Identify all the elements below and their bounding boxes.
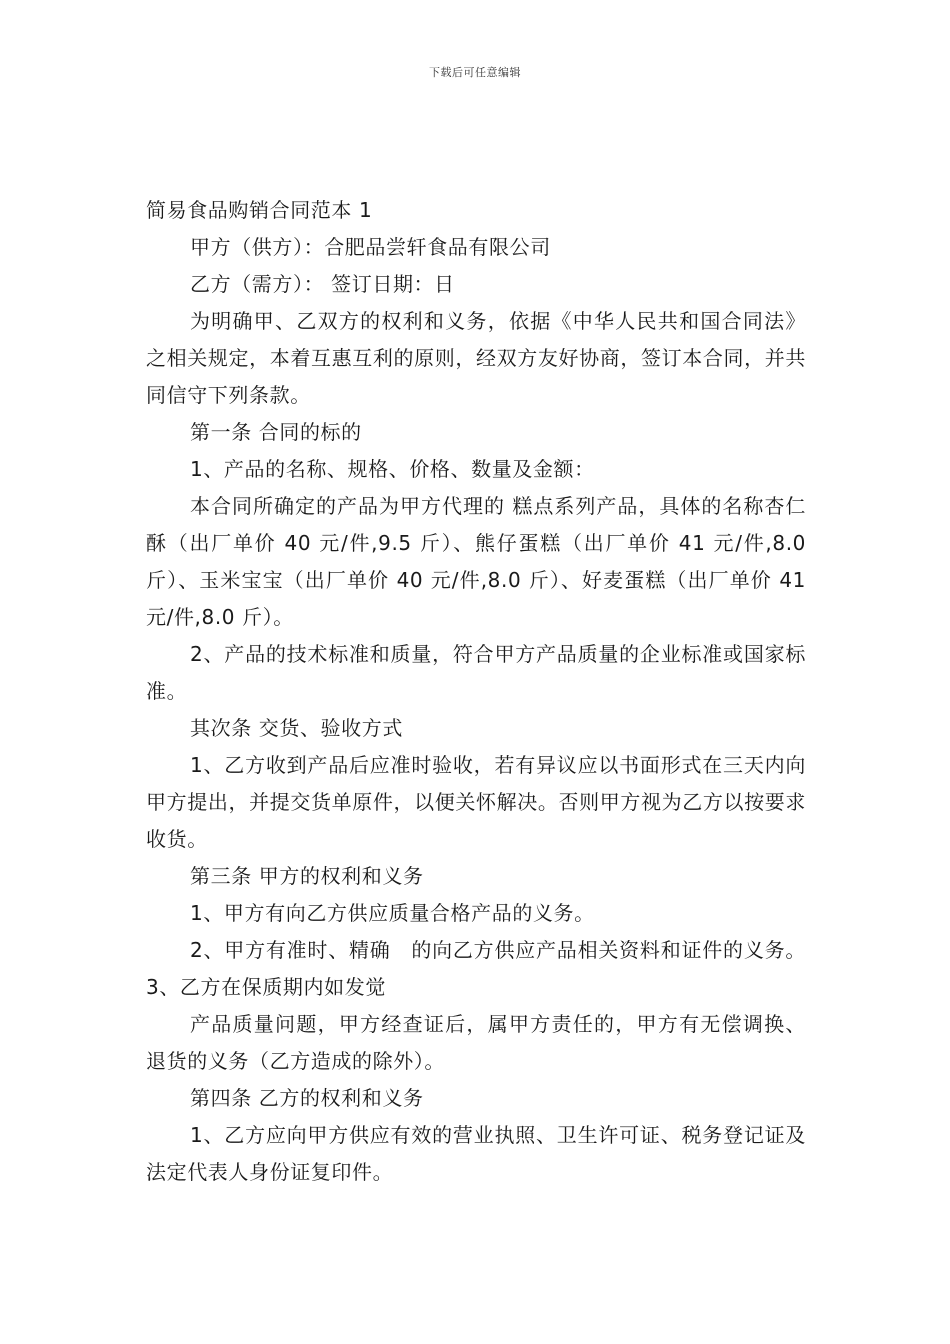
document-body <box>146 192 806 1191</box>
party-a-line: 甲方（供方）：合肥品尝轩食品有限公司 <box>190 235 551 259</box>
party-b-line: 乙方（需方）： 签订日期：日 <box>190 272 455 296</box>
article-3-item-3-continued: 产品质量问题，甲方经查证后，属甲方责任的，甲方有无偿调换、退货的义务（乙方造成的除外）。 <box>146 1012 806 1073</box>
product-list-paragraph: 本合同所确定的产品为甲方代理的 糕点系列产品，具体的名称杏仁酥（出厂单价 40 元/件,9.5 斤）、熊仔蛋糕（出厂单价 41 元/件,8.0 斤）、玉米宝宝（出厂单价 40 元/件,8.0 斤）、好麦蛋糕（出厂单价 41 元/件,8.0 斤）。 <box>146 494 806 629</box>
article-1-item-2: 2、产品的技术标准和质量，符合甲方产品质量的企业标准或国家标准。 <box>146 642 806 703</box>
article-3-item-1: 1、甲方有向乙方供应质量合格产品的义务。 <box>190 901 595 925</box>
article-4-item-1: 1、乙方应向甲方供应有效的营业执照、卫生许可证、税务登记证及法定代表人身份证复印件。 <box>146 1123 806 1184</box>
article-1-heading: 第一条 合同的标的 <box>190 420 362 444</box>
article-3-heading: 第三条 甲方的权利和义务 <box>190 864 424 888</box>
header-note: 下载后可任意编辑 <box>429 66 521 79</box>
article-4-heading: 第四条 乙方的权利和义务 <box>190 1086 424 1110</box>
article-2-item-1: 1、乙方收到产品后应准时验收，若有异议应以书面形式在三天内向甲方提出，并提交货单原件，以便关怀解决。否则甲方视为乙方以按要求收货。 <box>146 753 806 851</box>
article-1-item-1: 1、产品的名称、规格、价格、数量及金额： <box>190 457 595 481</box>
document-title: 简易食品购销合同范本 1 <box>146 198 373 222</box>
article-3-item-2: 2、甲方有准时、精确 的向乙方供应产品相关资料和证件的义务。3、乙方在保质期内如发觉 <box>146 938 806 999</box>
article-2-heading: 其次条 交货、验收方式 <box>190 716 403 740</box>
preamble-paragraph: 为明确甲、乙双方的权利和义务，依据《中华人民共和国合同法》之相关规定，本着互惠互利的原则，经双方友好协商，签订本合同，并共同信守下列条款。 <box>146 309 806 407</box>
